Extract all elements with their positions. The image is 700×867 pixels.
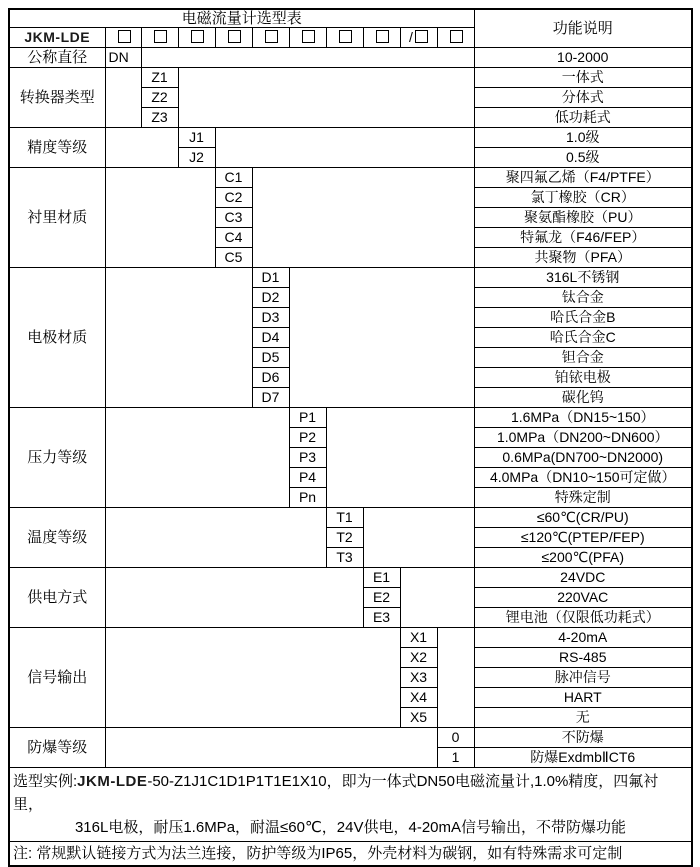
option-desc: 4-20mA [474, 628, 692, 648]
option-code: C2 [215, 188, 252, 208]
option-desc: 220VAC [474, 588, 692, 608]
group-label: 电极材质 [9, 268, 105, 408]
option-code: D3 [252, 308, 289, 328]
option-desc: ≤60℃(CR/PU) [474, 508, 692, 528]
empty-cell [289, 268, 474, 408]
model-code-cell [105, 28, 141, 48]
option-desc: 氯丁橡胶（CR） [474, 188, 692, 208]
model-code-checkbox[interactable] [339, 30, 352, 43]
model-code-cell [215, 28, 252, 48]
model-prefix-label: JKM-LDE [9, 28, 105, 48]
slash-separator: / [409, 29, 413, 45]
model-code-checkbox[interactable] [228, 30, 241, 43]
group-label: 转换器类型 [9, 68, 105, 128]
option-code: Z1 [141, 68, 178, 88]
example-prefix: 选型实例: [13, 773, 78, 790]
option-code: D6 [252, 368, 289, 388]
model-code-cell [437, 28, 474, 48]
empty-cell [178, 68, 474, 128]
dn-code: DN [105, 48, 141, 68]
empty-cell [105, 408, 289, 508]
option-desc: 防爆ExdmbⅡCT6 [474, 748, 692, 768]
model-code-checkbox[interactable] [376, 30, 389, 43]
option-desc: 0.6MPa(DN700~DN2000) [474, 448, 692, 468]
model-code-cell [363, 28, 400, 48]
option-code: P4 [289, 468, 326, 488]
option-code: X4 [400, 688, 437, 708]
option-desc: 分体式 [474, 88, 692, 108]
option-desc: 316L不锈钢 [474, 268, 692, 288]
option-desc: 聚氨酯橡胶（PU） [474, 208, 692, 228]
model-code-cell [141, 28, 178, 48]
option-desc: 聚四氟乙烯（F4/PTFE） [474, 168, 692, 188]
empty-cell [105, 568, 363, 628]
option-code: X1 [400, 628, 437, 648]
group-label: 信号输出 [9, 628, 105, 728]
option-code: J1 [178, 128, 215, 148]
option-desc: 特殊定制 [474, 488, 692, 508]
option-code: C4 [215, 228, 252, 248]
empty-cell [105, 508, 326, 568]
model-code-cell [326, 28, 363, 48]
empty-cell [141, 48, 474, 68]
model-code-cell [289, 28, 326, 48]
option-code: P3 [289, 448, 326, 468]
option-code: D2 [252, 288, 289, 308]
option-desc: 1.6MPa（DN15~150） [474, 408, 692, 428]
option-code: P2 [289, 428, 326, 448]
option-desc: 特氟龙（F46/FEP） [474, 228, 692, 248]
option-desc: 1.0级 [474, 128, 692, 148]
option-desc: 24VDC [474, 568, 692, 588]
option-desc: 脉冲信号 [474, 668, 692, 688]
option-code: D5 [252, 348, 289, 368]
option-code: E3 [363, 608, 400, 628]
option-desc: 不防爆 [474, 728, 692, 748]
option-code: 0 [437, 728, 474, 748]
option-desc: 钽合金 [474, 348, 692, 368]
option-code: C3 [215, 208, 252, 228]
model-code-checkbox[interactable] [118, 30, 131, 43]
option-desc: 1.0MPa（DN200~DN600） [474, 428, 692, 448]
dn-desc: 10-2000 [474, 48, 692, 68]
option-desc: 无 [474, 708, 692, 728]
model-code-checkbox[interactable] [302, 30, 315, 43]
option-code: J2 [178, 148, 215, 168]
option-desc: 碳化钨 [474, 388, 692, 408]
option-desc: 哈氏合金B [474, 308, 692, 328]
option-desc: 4.0MPa（DN10~150可定做） [474, 468, 692, 488]
option-code: Z2 [141, 88, 178, 108]
option-code: C5 [215, 248, 252, 268]
option-desc: HART [474, 688, 692, 708]
note-text: 注: 常规默认链接方式为法兰连接，防护等级为IP65，外壳材料为碳钢，如有特殊需求可定制 [9, 842, 692, 867]
option-desc: RS-485 [474, 648, 692, 668]
empty-cell [363, 508, 474, 568]
selector-table [8, 8, 693, 867]
function-column-header: 功能说明 [474, 9, 692, 48]
option-code: Pn [289, 488, 326, 508]
empty-cell [400, 568, 474, 628]
model-code-checkbox[interactable] [154, 30, 167, 43]
group-label: 防爆等级 [9, 728, 105, 768]
option-code: P1 [289, 408, 326, 428]
example-model: JKM-LDE [77, 773, 148, 790]
model-code-checkbox[interactable] [415, 30, 428, 43]
example-line1 [13, 770, 688, 816]
option-code: D4 [252, 328, 289, 348]
option-desc: 共聚物（PFA） [474, 248, 692, 268]
option-code: X2 [400, 648, 437, 668]
option-desc: 钛合金 [474, 288, 692, 308]
option-code: T3 [326, 548, 363, 568]
option-desc: 锂电池（仅限低功耗式） [474, 608, 692, 628]
option-desc: ≤200℃(PFA) [474, 548, 692, 568]
model-code-cell [400, 28, 437, 48]
model-code-checkbox[interactable] [450, 30, 463, 43]
empty-cell [105, 268, 252, 408]
empty-cell [105, 728, 437, 768]
model-code-cell [252, 28, 289, 48]
option-code: D1 [252, 268, 289, 288]
option-code: X5 [400, 708, 437, 728]
empty-cell [326, 408, 474, 508]
option-desc: 一体式 [474, 68, 692, 88]
option-code: T1 [326, 508, 363, 528]
empty-cell [252, 168, 474, 268]
option-code: 1 [437, 748, 474, 768]
option-code: D7 [252, 388, 289, 408]
option-code: T2 [326, 528, 363, 548]
empty-cell [105, 68, 141, 128]
empty-cell [105, 168, 215, 268]
option-desc: 铂铱电极 [474, 368, 692, 388]
model-code-checkbox[interactable] [191, 30, 204, 43]
group-label: 供电方式 [9, 568, 105, 628]
example-rest: -50-Z1J1C1D1P1T1E1X10，即为一体式DN50电磁流量计,1.0%精度，四氟衬里， [13, 773, 659, 813]
model-code-checkbox[interactable] [265, 30, 278, 43]
empty-cell [215, 128, 474, 168]
option-code: X3 [400, 668, 437, 688]
empty-cell [105, 128, 178, 168]
option-code: E1 [363, 568, 400, 588]
dn-label: 公称直径 [9, 48, 105, 68]
model-code-cell [178, 28, 215, 48]
option-code: C1 [215, 168, 252, 188]
selection-example [9, 768, 692, 842]
empty-cell [437, 628, 474, 728]
group-label: 压力等级 [9, 408, 105, 508]
option-desc: ≤120℃(PTEP/FEP) [474, 528, 692, 548]
option-desc: 0.5级 [474, 148, 692, 168]
empty-cell [105, 628, 400, 728]
group-label: 衬里材质 [9, 168, 105, 268]
example-line2: 316L电极，耐压1.6MPa，耐温≤60℃，24V供电，4-20mA信号输出，不带防爆功能 [74, 819, 627, 836]
option-code: E2 [363, 588, 400, 608]
option-desc: 低功耗式 [474, 108, 692, 128]
table-title: 电磁流量计选型表 [9, 9, 474, 28]
group-label: 精度等级 [9, 128, 105, 168]
group-label: 温度等级 [9, 508, 105, 568]
option-code: Z3 [141, 108, 178, 128]
option-desc: 哈氏合金C [474, 328, 692, 348]
